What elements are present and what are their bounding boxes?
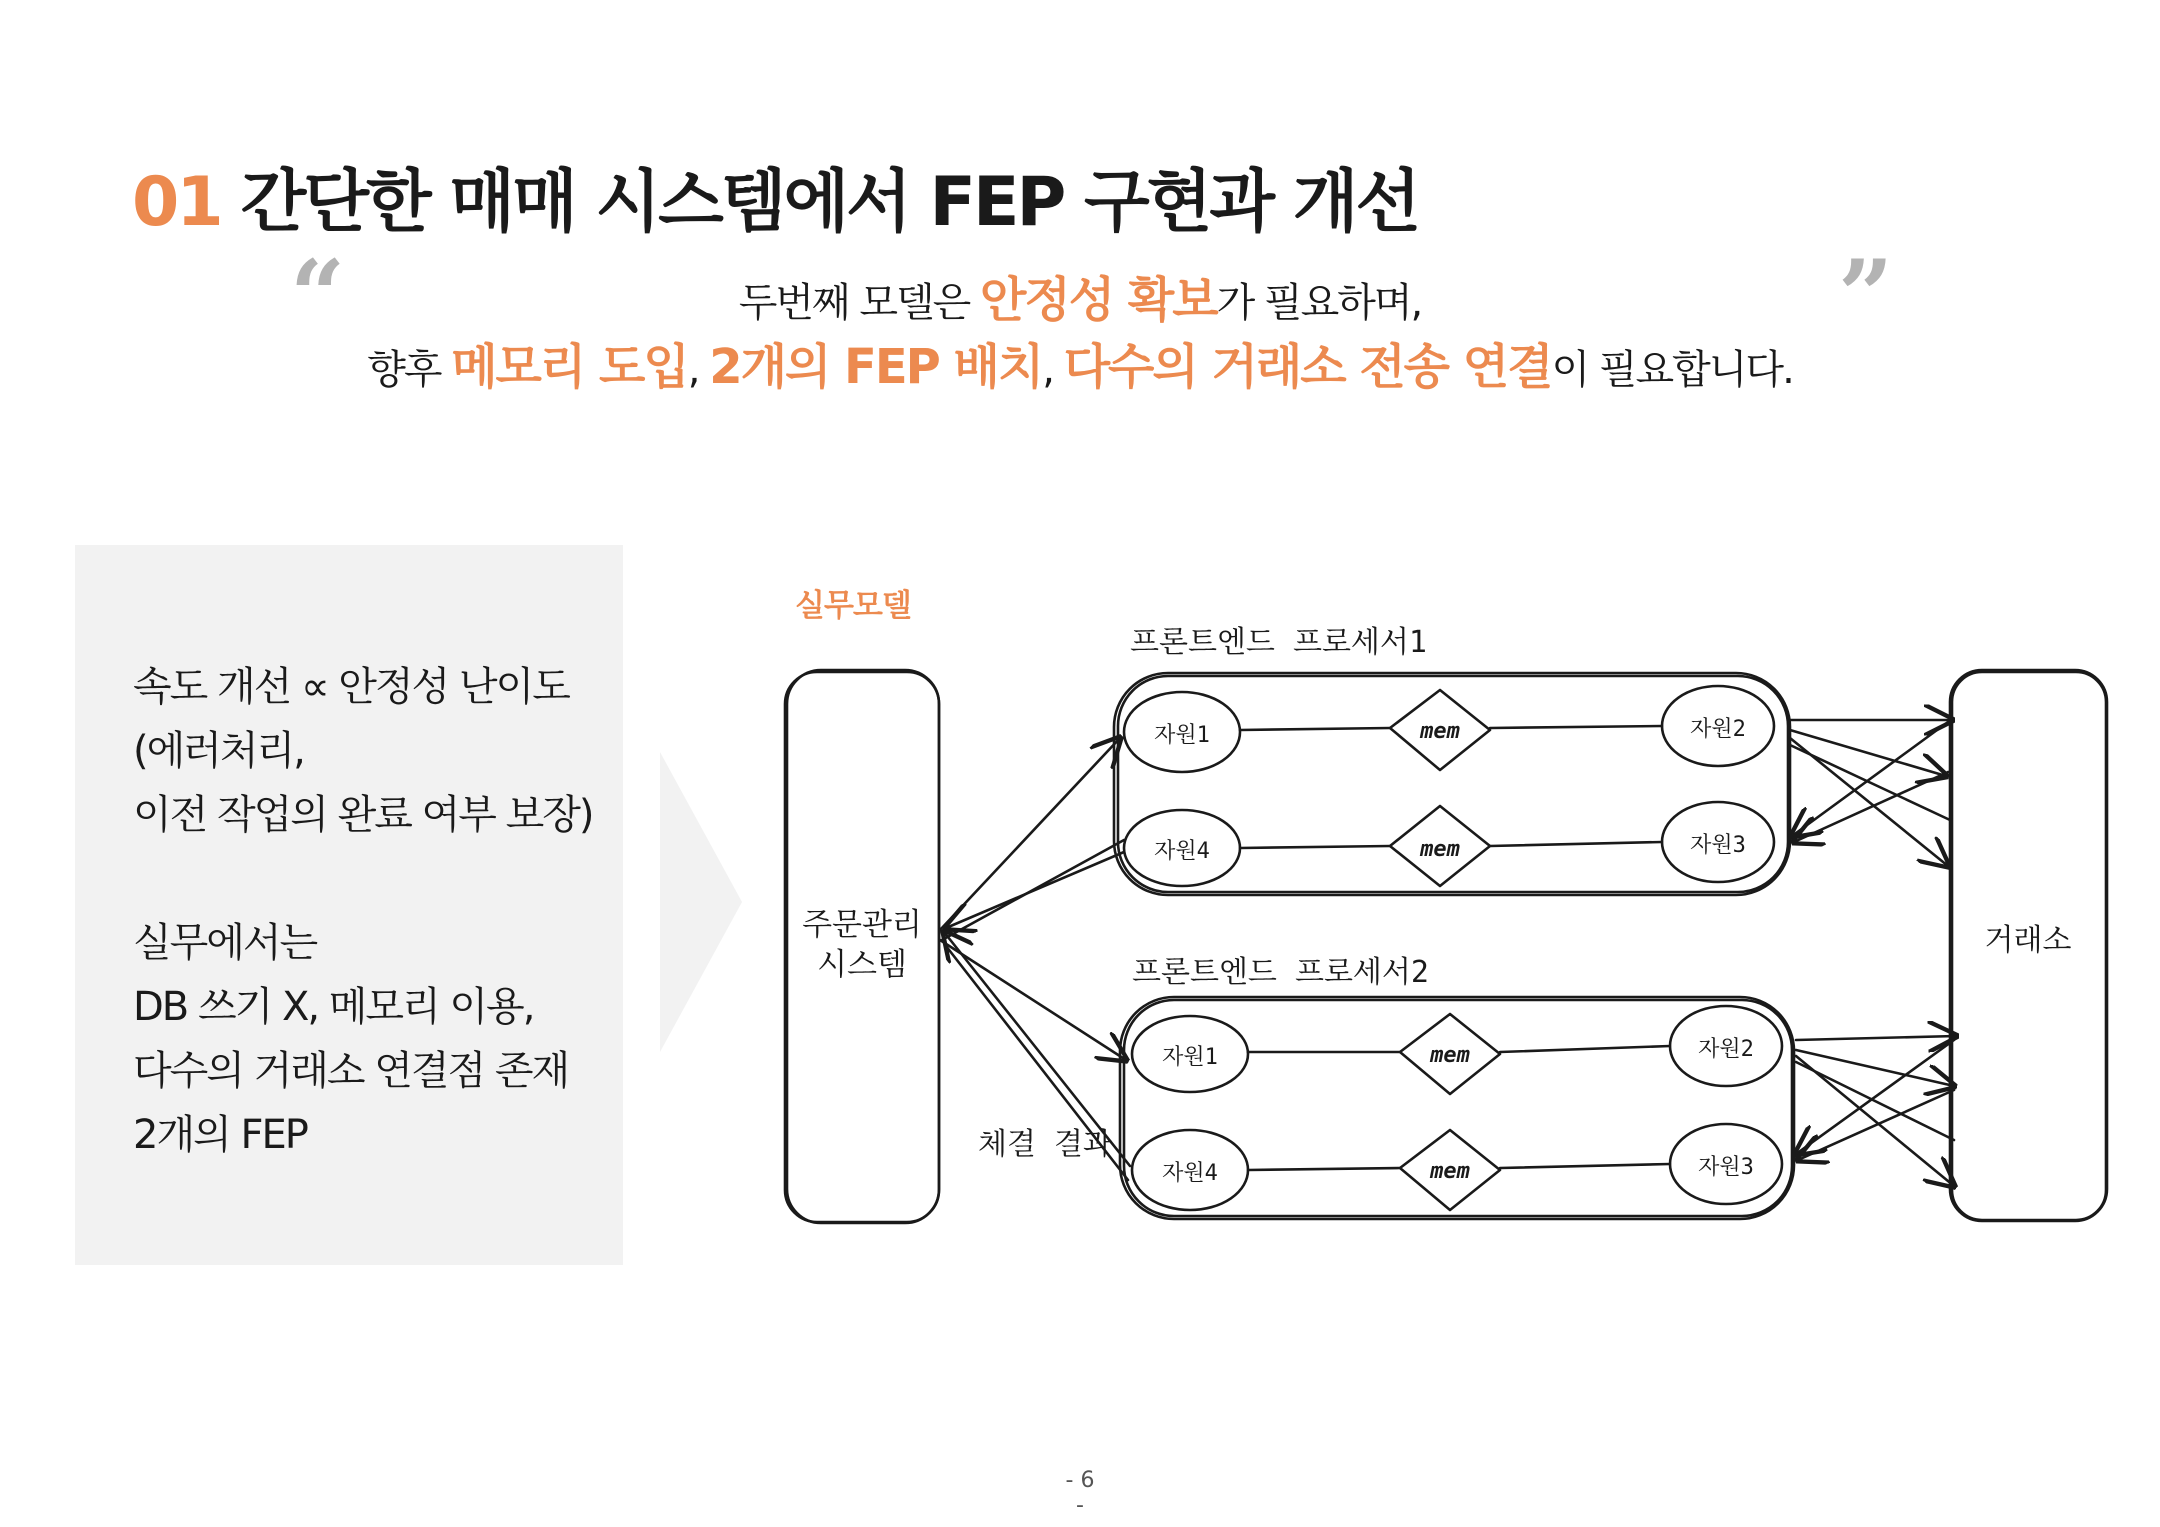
svg-text:자원2: 자원2	[1690, 717, 1746, 742]
highlight-fep: 2개의 FEP 배치	[709, 339, 1043, 395]
open-quote-icon: “	[290, 239, 346, 352]
info-panel-text	[133, 655, 593, 1167]
svg-text:자원2: 자원2	[1698, 1037, 1754, 1062]
svg-text:mem: mem	[1420, 837, 1460, 862]
svg-text:mem: mem	[1430, 1043, 1470, 1068]
panel-line: 속도 개선 ∝ 안정성 난이도	[133, 664, 569, 710]
svg-text:자원3: 자원3	[1690, 833, 1746, 858]
processor-2-label: 프론트엔드 프로세서2	[1132, 955, 1429, 990]
page-number: - 6 -	[1065, 1468, 1095, 1518]
close-quote-icon: ”	[1838, 239, 1894, 352]
panel-line: DB 쓰기 X, 메모리 이용,	[133, 984, 534, 1030]
panel-line: 2개의 FEP	[133, 1112, 307, 1158]
order-system-box	[785, 670, 939, 1223]
exchange-arrows	[1790, 720, 1956, 1186]
summary-quote	[300, 268, 1860, 402]
processor-1-label: 프론트엔드 프로세서1	[1130, 625, 1427, 660]
order-arrows	[940, 738, 1130, 1180]
svg-text:자원4: 자원4	[1154, 839, 1210, 864]
quote-line-1: 두번째 모델은 안정성 확보가 필요하며,	[738, 272, 1422, 328]
model-label: 실무모델	[795, 588, 911, 624]
svg-text:mem: mem	[1430, 1159, 1470, 1184]
order-system-label-2: 시스템	[817, 947, 907, 983]
chevron-right-icon	[660, 752, 750, 1052]
execution-result-label: 체결 결과	[978, 1127, 1112, 1162]
exchange-box	[1950, 670, 2107, 1221]
highlight-stability: 안정성 확보	[980, 272, 1217, 328]
svg-text:자원1: 자원1	[1162, 1045, 1218, 1070]
exchange-label: 거래소	[1984, 923, 2072, 958]
order-system-label-1: 주문관리	[802, 907, 922, 943]
architecture-diagram	[760, 600, 2120, 1260]
panel-line: 이전 작업의 완료 여부 보장)	[133, 792, 593, 838]
quote-line-2: 향후 메모리 도입, 2개의 FEP 배치, 다수의 거래소 전송 연결이 필요합니다.	[367, 339, 1793, 395]
panel-line: 실무에서는	[133, 920, 317, 966]
svg-text:자원3: 자원3	[1698, 1155, 1754, 1180]
panel-line: (에러처리,	[133, 728, 304, 774]
panel-line: 다수의 거래소 연결점 존재	[133, 1048, 569, 1094]
svg-text:mem: mem	[1420, 719, 1460, 744]
svg-text:자원4: 자원4	[1162, 1161, 1218, 1186]
processor-2	[1120, 955, 1794, 1219]
svg-text:자원1: 자원1	[1154, 723, 1210, 748]
section-number: 01	[132, 163, 221, 242]
processor-1	[1114, 625, 1790, 895]
highlight-memory: 메모리 도입	[451, 339, 688, 395]
page-title	[132, 148, 1418, 245]
highlight-exchange: 다수의 거래소 전송 연결	[1063, 339, 1552, 395]
title-text: 간단한 매매 시스템에서 FEP 구현과 개선	[240, 163, 1419, 242]
